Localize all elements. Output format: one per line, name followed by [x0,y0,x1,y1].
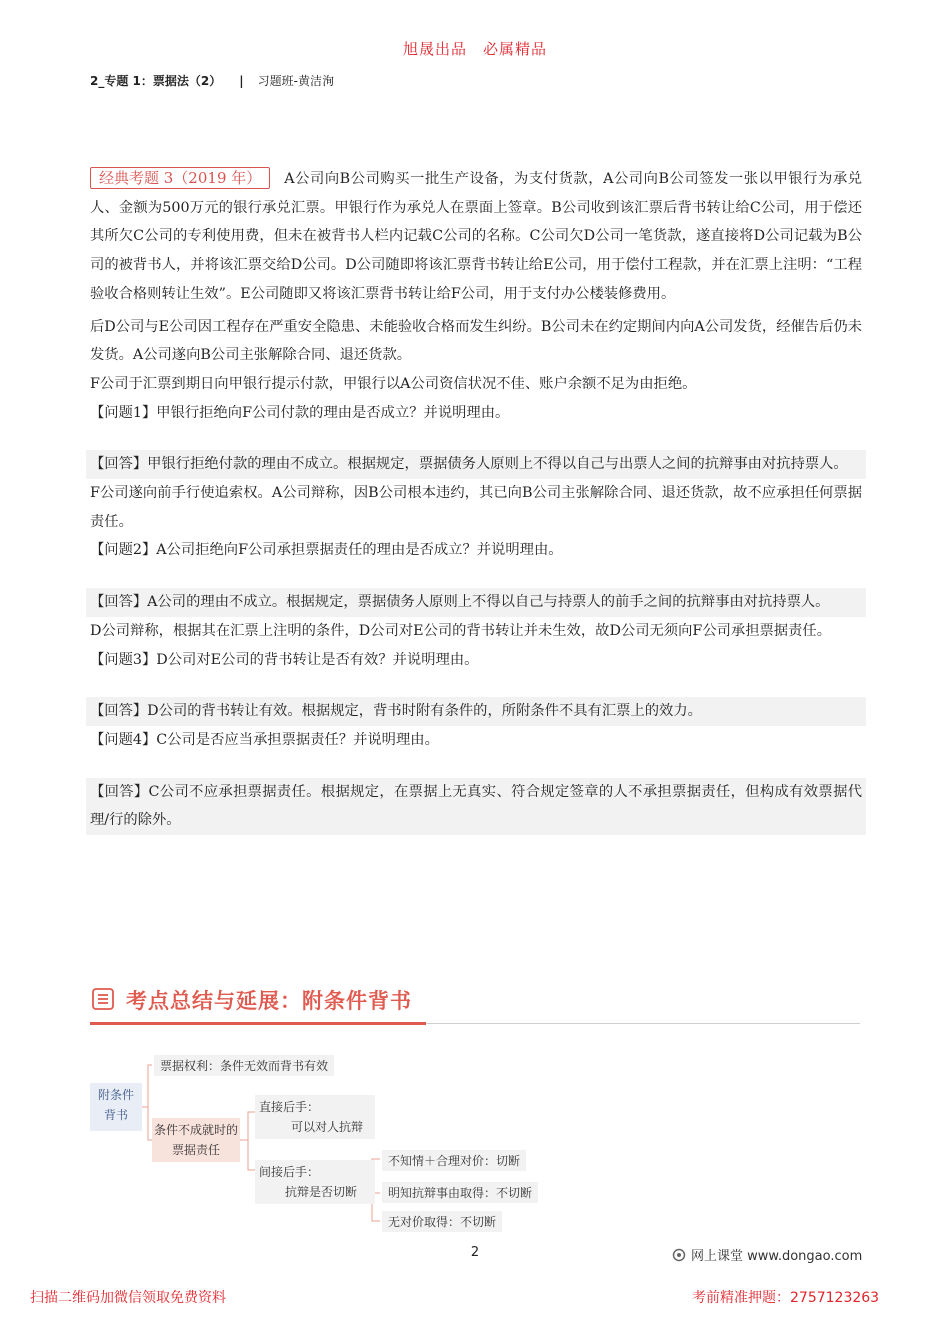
exam-tag: 经典考题 3（2019 年） [90,167,270,189]
case-paragraph-1 [90,165,862,309]
case-paragraph-5: D公司辩称，根据其在汇票上注明的条件，D公司对E公司的背书转让并未生效，故D公司无须向F公司承担票据责任。 [90,622,831,639]
brand-logo-icon [672,1248,688,1262]
answer-1: 【回答】甲银行拒绝付款的理由不成立。根据规定，票据债务人原则上不得以自己与出票人之间的抗辩事由对抗持票人。 [86,450,866,479]
exam-content [90,165,862,835]
branch-rights-label: 票据权利：条件无效而背书有效 [160,1059,329,1073]
course-title: 2_专题 1：票据法（2） [90,74,222,88]
header-separator: | [239,74,244,88]
case-paragraph-2: 后D公司与E公司因工程存在严重安全隐患、未能验收合格而发生纠纷。B公司未在约定期间内向A公司发货，经催告后仍未发货。A公司遂向B公司主张解除合同、退还货款。 [90,318,862,364]
mindmap-branch-liability [152,1118,240,1162]
list-icon [92,988,114,1010]
brand-text: 网上课堂 www.dongao.com [691,1249,863,1264]
question-2: 【问题2】A公司拒绝向F公司承担票据责任的理由是否成立？并说明理由。 [90,542,563,559]
case-paragraph-4: F公司遂向前手行使追索权。A公司辩称，因B公司根本违约，其已向B公司主张解除合同、退还货款，故不应承担任何票据责任。 [90,485,862,530]
mindmap-leaf-1: 不知情＋合理对价：切断 [382,1150,526,1171]
answer-4: 【回答】C公司不应承担票据责任。根据规定，在票据上无真实、符合规定签章的人不承担票据责任，但构成有效票据代理/行的除外。 [86,778,866,835]
case-text-1: A公司向B公司购买一批生产设备，为支付货款，A公司向B公司签发一张以甲银行为承兑人、金额为500万元的银行承兑汇票。甲银行作为承兑人在票面上签章。B公司收到该汇票后背书转让给C公司，用于偿还其所欠C公司的专利使用费，但未在被背书人栏内记载C公司的名称。C公司欠D公司一笔货款，遂直接将D公司记载为B公司的被背书人，并将该汇票交给D公司。D公司随即将该汇票背书转让给E公司，用于偿付工程款，并在汇票上注明：“工程验收合格则转让生效”。E公司随即又将该汇票背书转让给F公司，用于支付办公楼装修费用。 [90,171,862,302]
top-banner: 旭晟出品 必属精品 [402,40,547,58]
section-title-text: 考点总结与延展：附条件背书 [126,988,412,1013]
branch-liability-label: 条件不成就时的票据责任 [153,1123,238,1157]
question-3: 【问题3】D公司对E公司的背书转让是否有效？并说明理由。 [90,651,479,668]
mindmap-indirect [255,1160,375,1204]
direct-title: 直接后手： [259,1100,320,1114]
mindmap-root: 附条件背书 [90,1083,142,1131]
mindmap-direct [255,1095,375,1139]
question-4: 【问题4】C公司是否应当承担票据责任？并说明理由。 [90,731,439,748]
mindmap-branch-rights [154,1055,334,1076]
direct-detail: 可以对人抗辩 [291,1120,364,1134]
answer-2: 【回答】A公司的理由不成立。根据规定，票据债务人原则上不得以自己与持票人的前手之间的抗辩事由对抗持票人。 [86,588,866,617]
mindmap-leaf-2: 明知抗辩事由取得：不切断 [382,1182,538,1203]
page-number: 2 [470,1245,480,1260]
section-title [90,985,860,1025]
indirect-title: 间接后手： [259,1165,320,1179]
answer-3: 【回答】D公司的背书转让有效。根据规定，背书时附有条件的，所附条件不具有汇票上的效力。 [86,697,866,726]
page-header [90,72,334,89]
footer-left: 扫描二维码加微信领取免费资料 [30,1290,226,1306]
brand-mark [672,1245,862,1264]
question-1: 【问题1】甲银行拒绝向F公司付款的理由是否成立？并说明理由。 [90,404,510,421]
indirect-detail: 抗辩是否切断 [285,1185,358,1199]
teacher-name: 习题班-黄洁洵 [257,74,334,88]
mindmap-leaf-3: 无对价取得：不切断 [382,1211,502,1232]
section-divider-accent [90,1022,426,1025]
case-paragraph-3: F公司于汇票到期日向甲银行提示付款，甲银行以A公司资信状况不佳、账户余额不足为由拒绝。 [90,375,697,392]
footer-right: 考前精准押题：2757123263 [692,1290,880,1306]
